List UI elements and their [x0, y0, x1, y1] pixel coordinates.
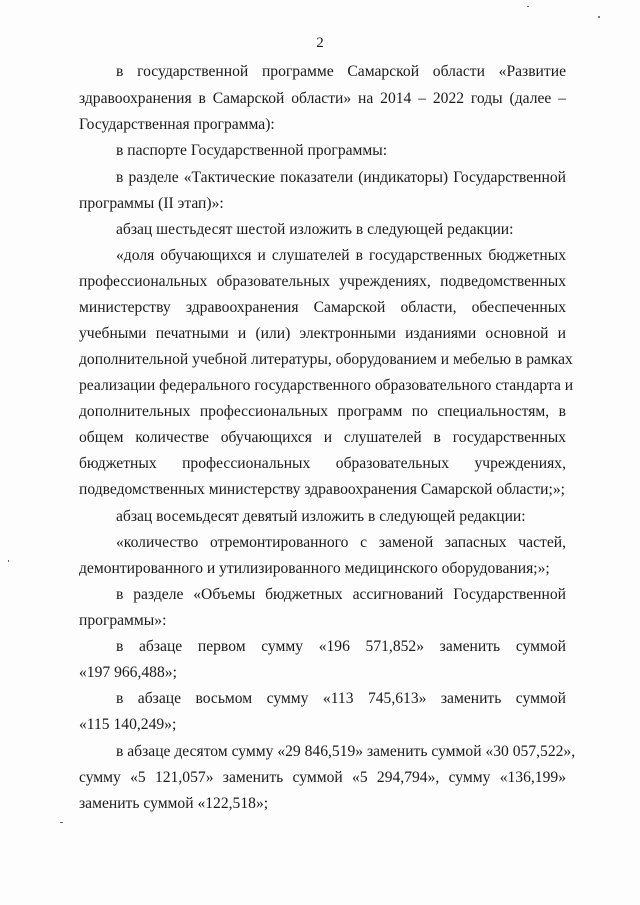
text-line: «доля обучающихся и слушателей в государственных бюджетных — [116, 247, 566, 264]
text-line: абзац шестьдесят шестой изложить в следующей редакции: — [116, 221, 514, 238]
text-line: в паспорте Государственной программы: — [116, 142, 388, 159]
text-line: подведомственных министерству здравоохранения Самарской области;»; — [79, 481, 565, 498]
text-line: в государственной программе Самарской области «Развитие — [116, 63, 566, 80]
text-line: Государственная программа): — [79, 116, 275, 133]
text-line: программы (II этап)»: — [79, 195, 224, 212]
text-line: в абзаце восьмом сумму «113 745,613» заменить суммой — [116, 690, 566, 707]
text-line: здравоохранения в Самарской области» на 2014 – 2022 годы (далее – — [79, 90, 566, 107]
text-line: в абзаце первом сумму «196 571,852» заменить суммой — [116, 638, 566, 655]
text-line: учебными печатными и (или) электронными изданиями основной и — [79, 325, 566, 342]
text-line: заменить суммой «122,518»; — [79, 795, 269, 812]
text-line: бюджетных профессиональных образовательных учреждениях, — [79, 455, 566, 472]
text-line: реализации федерального государственного образовательного стандарта и — [79, 377, 574, 394]
text-line: профессиональных образовательных учреждениях, подведомственных — [79, 273, 566, 290]
text-line: программы»: — [79, 612, 167, 629]
scan-speck — [598, 16, 600, 18]
text-line: сумму «5 121,057» заменить суммой «5 294,794», сумму «136,199» — [79, 769, 566, 786]
text-line: абзац восемьдесят девятый изложить в следующей редакции: — [116, 508, 526, 525]
text-line: дополнительных профессиональных программ по специальностям, в — [79, 403, 566, 420]
text-line: в разделе «Тактические показатели (индикаторы) Государственной — [116, 169, 566, 186]
text-line: демонтированного и утилизированного медицинского оборудования;»; — [79, 560, 550, 577]
text-line: в абзаце десятом сумму «29 846,519» заменить суммой «30 057,522», — [116, 743, 576, 760]
text-line: общем количестве обучающихся и слушателей в государственных — [79, 429, 566, 446]
text-line: в разделе «Объемы бюджетных ассигнований Государственной — [116, 586, 566, 603]
text-line: «115 140,249»; — [79, 716, 177, 733]
text-line: «197 966,488»; — [79, 664, 177, 681]
scan-speck — [60, 822, 63, 823]
scan-speck — [8, 560, 9, 562]
text-line: «количество отремонтированного с заменой запасных частей, — [116, 534, 566, 551]
text-line: дополнительной учебной литературы, оборудованием и мебелью в рамках — [79, 351, 573, 368]
page-number: 2 — [316, 35, 324, 51]
scan-speck — [527, 6, 529, 7]
text-line: министерству здравоохранения Самарской области, обеспеченных — [79, 299, 566, 316]
